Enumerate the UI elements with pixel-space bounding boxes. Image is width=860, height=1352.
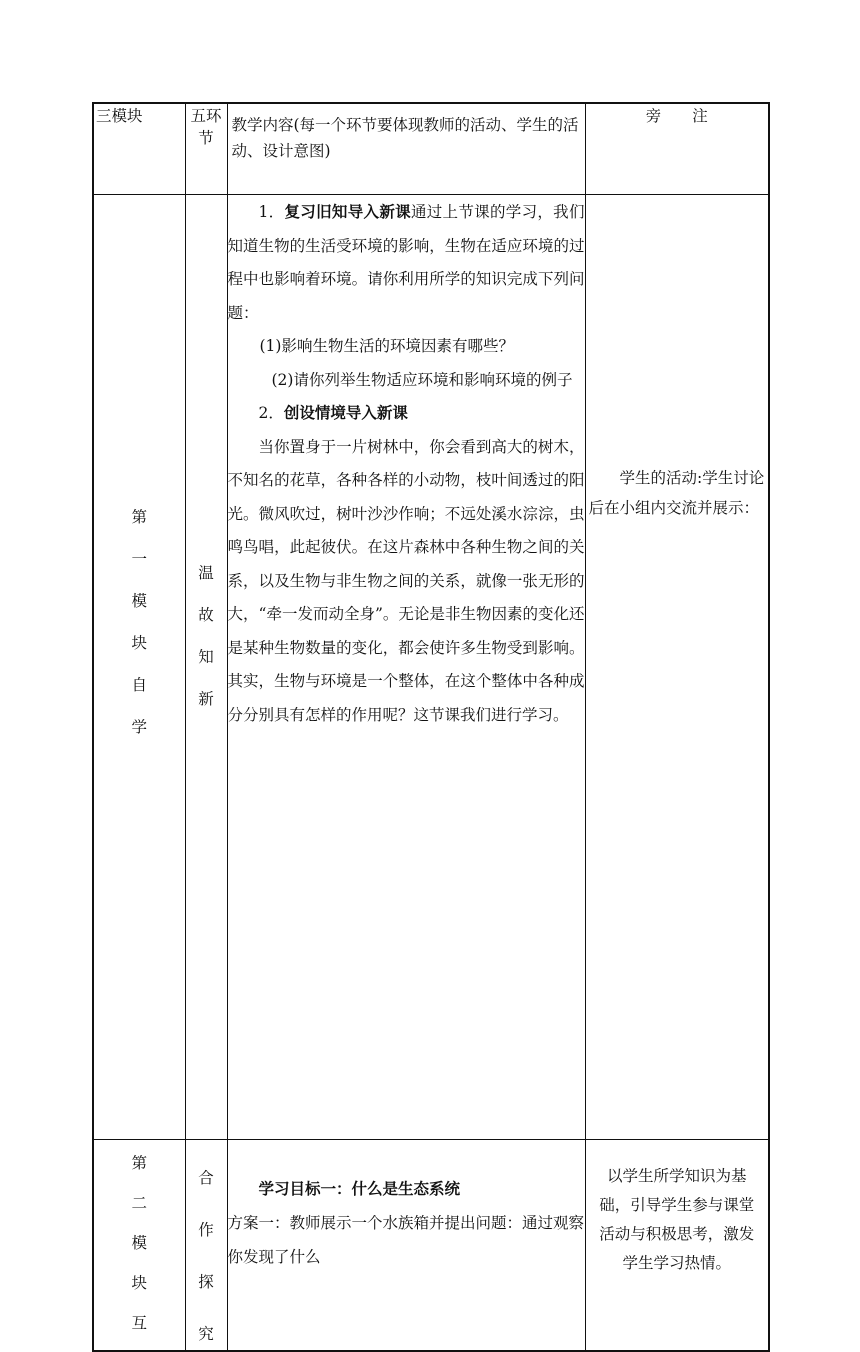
step-one-label: 温 故 知 新: [185, 195, 227, 1140]
module-one-note: 学生的活动:学生讨论后在小组内交流并展示：: [585, 195, 769, 1140]
module-two-note: 以学生所学知识为基础，引导学生参与课堂活动与积极思考，激发学生学习热情。: [585, 1140, 769, 1352]
header-note: 旁 注: [585, 103, 769, 195]
header-module: 三模块: [93, 103, 185, 195]
review-paragraph: 1．复习旧知导入新课通过上节课的学习，我们知道生物的生活受环境的影响，生物在适应环境的过程中也影响着环境。请你利用所学的知识完成下列问题：: [227, 203, 585, 322]
question-one: (1)影响生物生活的环境因素有哪些？: [259, 337, 514, 355]
goal-title: 学习目标一：什么是生态系统: [258, 1180, 461, 1198]
module-one-label: 第 一 模 块 自 学: [93, 195, 185, 1140]
module-one-row: [93, 195, 769, 1140]
question-two: (2)请你列举生物适应环境和影响环境的例子: [271, 370, 573, 389]
header-step: 五环节: [185, 103, 227, 195]
module-two-label: 第 二 模 块 互: [93, 1140, 185, 1352]
module-two-row: [93, 1140, 769, 1352]
module-two-content: [227, 1140, 585, 1352]
step-two-label: 合 作 探 究: [185, 1140, 227, 1352]
header-row: [93, 103, 769, 195]
scenario-paragraph: 当你置身于一片树林中，你会看到高大的树木，不知名的花草，各种各样的小动物，枝叶间透过的阳光。微风吹过，树叶沙沙作响；不远处溪水淙淙，虫鸣鸟唱，此起彼伏。在这片森林中各种生物之间的关系，以及生物与非生物之间的关系，就像一张无形的大，“牵一发而动全身”。无论是非生物因素的变化还是某种生物数量的变化，都会使许多生物受到影响。其实，生物与环境是一个整体，在这个整体中各种成分分别具有怎样的作用呢？这节课我们进行学习。: [227, 437, 585, 724]
header-content: 教学内容(每一个环节要体现教师的活动、学生的活动、设计意图): [227, 103, 585, 195]
plan-one-text: 方案一：教师展示一个水族箱并提出问题：通过观察你发现了什么: [227, 1214, 585, 1266]
lesson-plan-table: [92, 102, 770, 1352]
module-one-content: [227, 195, 585, 1140]
scenario-heading: 2．创设情境导入新课: [258, 404, 408, 422]
